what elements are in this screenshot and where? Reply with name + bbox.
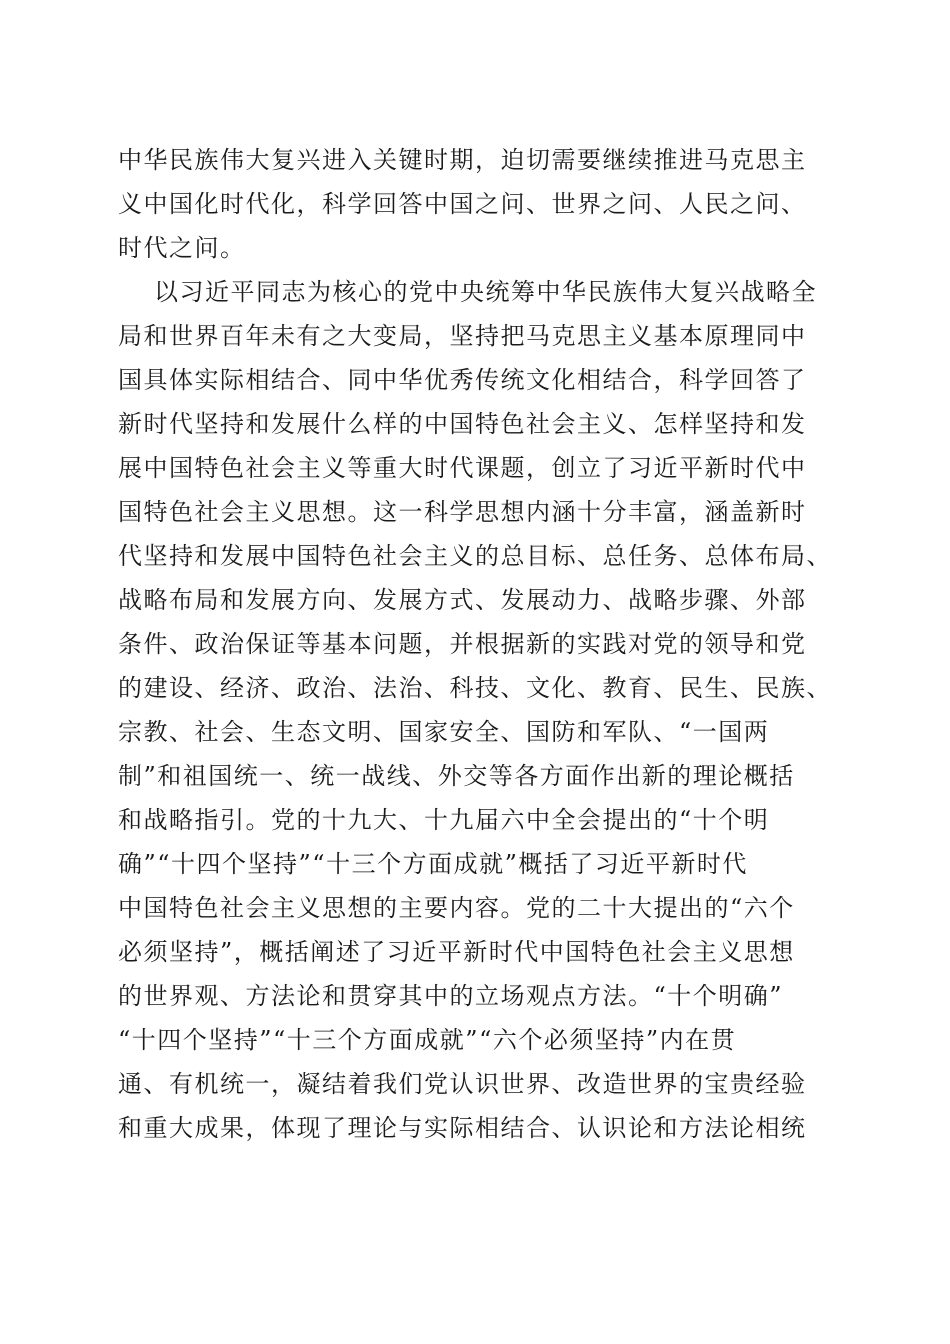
- text-line: 的建设、经济、政治、法治、科技、文化、教育、民生、民族、: [118, 674, 832, 702]
- text-line: 国特色社会主义思想。这一科学思想内涵十分丰富，涵盖新时: [118, 498, 807, 526]
- text-line: 宗教、社会、生态文明、国家安全、国防和军队、“一国两: [118, 718, 770, 746]
- text-line: 和重大成果，体现了理论与实际相结合、认识论和方法论相统: [118, 1114, 807, 1142]
- text-line: 国具体实际相结合、同中华优秀传统文化相结合，科学回答了: [118, 366, 807, 394]
- text-line: 中华民族伟大复兴进入关键时期，迫切需要继续推进马克思主: [118, 146, 807, 174]
- text-line: “十四个坚持”“十三个方面成就”“六个必须坚持”内在贯: [118, 1026, 737, 1054]
- text-line: 局和世界百年未有之大变局，坚持把马克思主义基本原理同中: [118, 322, 807, 350]
- body-text: [118, 138, 838, 1194]
- text-line: 新时代坚持和发展什么样的中国特色社会主义、怎样坚持和发: [118, 410, 807, 438]
- text-line: 的世界观、方法论和贯穿其中的立场观点方法。“十个明确”: [118, 982, 784, 1010]
- text-line: 通、有机统一，凝结着我们党认识世界、改造世界的宝贵经验: [118, 1070, 807, 1098]
- text-line: [118, 1150, 838, 1194]
- text-line: 代坚持和发展中国特色社会主义的总目标、总任务、总体布局、: [118, 542, 832, 570]
- text-line: 中国特色社会主义思想的主要内容。党的二十大提出的“六个: [118, 894, 795, 922]
- text-line-indented: 以习近平同志为核心的党中央统筹中华民族伟大复兴战略全: [154, 278, 817, 306]
- text-line: 展中国特色社会主义等重大时代课题，创立了习近平新时代中: [118, 454, 807, 482]
- text-line: 确”“十四个坚持”“十三个方面成就”概括了习近平新时代: [118, 850, 748, 878]
- text-line: 战略布局和发展方向、发展方式、发展动力、战略步骤、外部: [118, 586, 807, 614]
- text-line: 时代之问。: [118, 234, 246, 262]
- text-line: 义中国化时代化，科学回答中国之问、世界之问、人民之问、: [118, 190, 807, 218]
- text-line: 条件、政治保证等基本问题，并根据新的实践对党的领导和党: [118, 630, 807, 658]
- text-line: 制”和祖国统一、统一战线、外交等各方面作出新的理论概括: [118, 762, 795, 790]
- text-line: 和战略指引。党的十九大、十九届六中全会提出的“十个明: [118, 806, 770, 834]
- text-line: 必须坚持”，概括阐述了习近平新时代中国特色社会主义思想: [118, 938, 795, 966]
